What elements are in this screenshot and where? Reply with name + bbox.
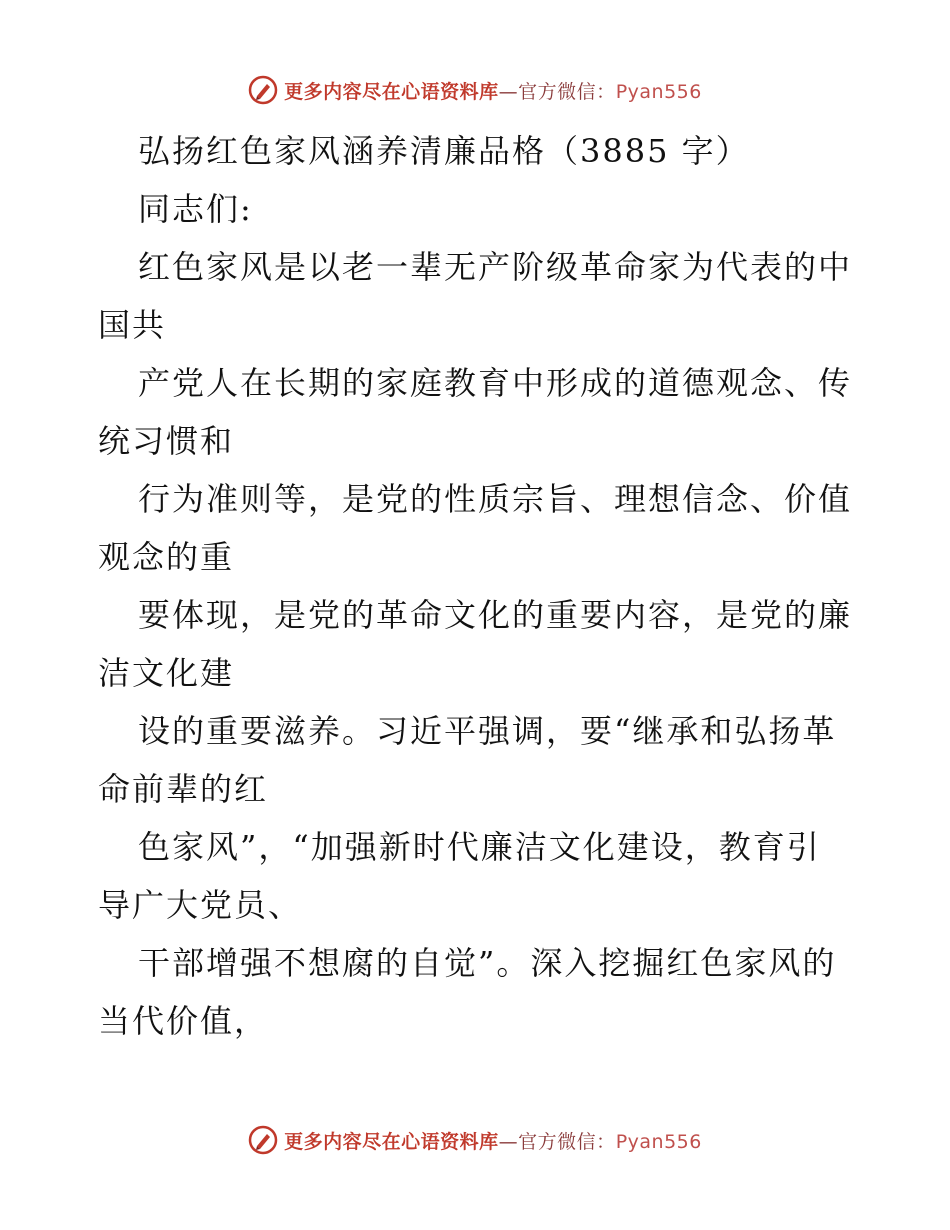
text-line: 红色家风是以老一辈无产阶级革命家为代表的中 [138,248,853,286]
text-line: 命前辈的红 [98,770,269,808]
watermark-main: 更多内容尽在心语资料库 [284,1130,499,1153]
text-line: 设的重要滋养。习近平强调，要“继承和弘扬革 [138,712,837,750]
text-line: 同志们: [138,190,253,228]
watermark-separator: — [498,1130,519,1153]
text-line: 洁文化建 [98,654,235,692]
watermark-wechat-id: Pyan556 [615,1130,702,1153]
text-line: 要体现，是党的革命文化的重要内容，是党的廉 [138,596,853,634]
text-line: 色家风”，“加强新时代廉洁文化建设，教育引 [138,828,821,866]
text-line: 统习惯和 [98,422,235,460]
document-body [98,122,858,1050]
text-line: 国共 [98,306,167,344]
watermark-main: 更多内容尽在心语资料库 [284,80,499,103]
pen-logo-icon [248,1125,278,1155]
watermark-wechat-label: 官方微信： [518,80,616,103]
text-line: 行为准则等，是党的性质宗旨、理想信念、价值 [138,480,853,518]
watermark-wechat-label: 官方微信： [518,1130,616,1153]
watermark-text [284,77,702,104]
watermark-wechat-id: Pyan556 [615,80,702,103]
text-line: 导广大党员、 [98,886,303,924]
text-line: 产党人在长期的家庭教育中形成的道德观念、传 [138,364,853,402]
text-line: 干部增强不想腐的自觉”。深入挖掘红色家风的 [138,944,837,982]
text-line: 观念的重 [98,538,235,576]
watermark-text [284,1127,702,1154]
header-watermark [0,70,950,110]
watermark-separator: — [498,80,519,103]
text-line: 当代价值， [98,1002,269,1040]
pen-logo-icon [248,75,278,105]
footer-watermark [0,1120,950,1160]
text-line: 弘扬红色家风涵养清廉品格（3885 字） [138,132,750,170]
